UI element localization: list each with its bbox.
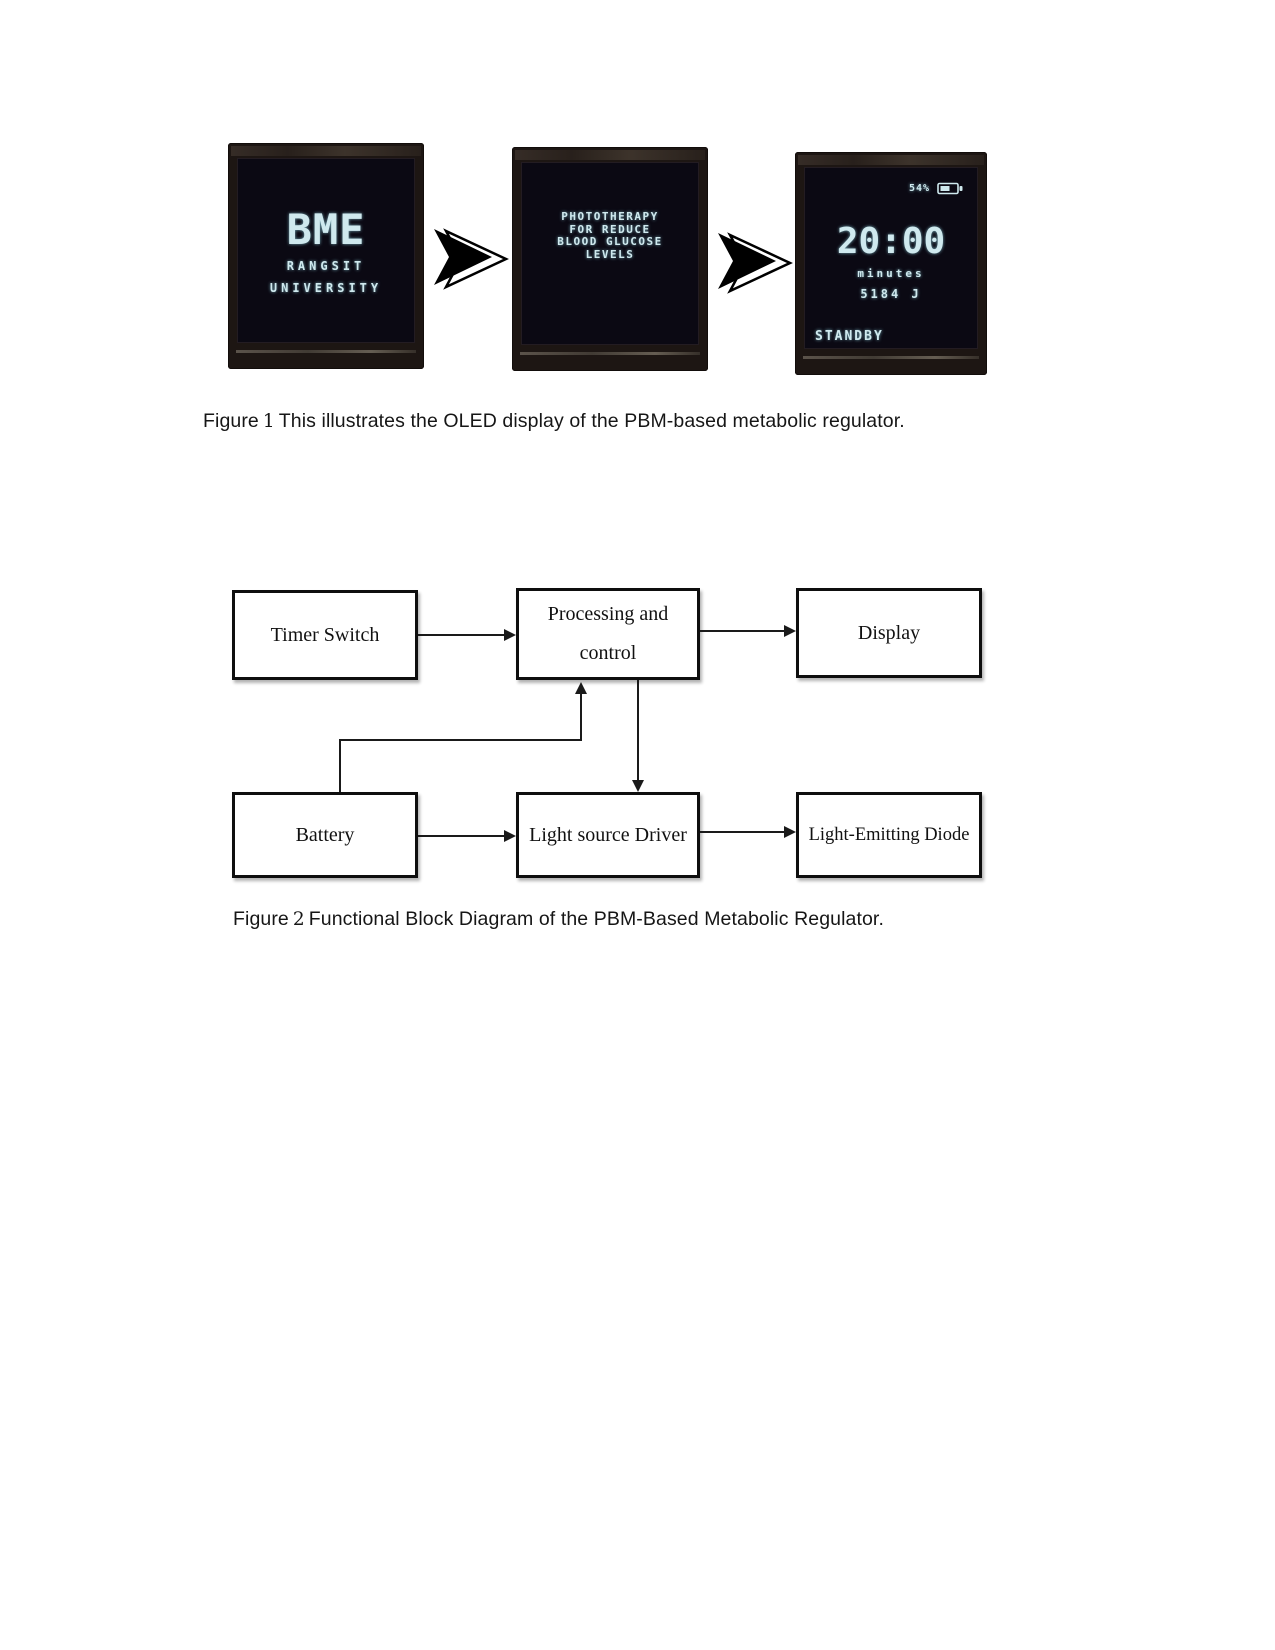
arrowhead-battery-to-processing — [575, 682, 587, 694]
figure1-caption-text: This illustrates the OLED display of the PBM-based metabolic regulator. — [278, 410, 905, 432]
oled-text-line4: LEVELS — [585, 247, 635, 261]
figure1-caption-number: 1 — [262, 411, 275, 432]
battery-icon — [937, 182, 963, 195]
arrow-right-icon — [430, 226, 510, 292]
block-light-emitting-diode — [796, 792, 982, 878]
arrowhead-processing-to-display — [784, 625, 796, 637]
figure1-caption — [203, 410, 905, 433]
block-processing-label-line2: control — [579, 642, 637, 664]
figure2-caption-text: Functional Block Diagram of the PBM-Based Metabolic Regulator. — [308, 908, 884, 930]
arrowhead-processing-to-driver — [632, 780, 644, 792]
arrow-right-icon — [714, 230, 794, 296]
block-light-source-driver — [516, 792, 700, 878]
oled-screen-timer — [804, 167, 978, 349]
oled-text-university: UNIVERSITY — [269, 281, 383, 295]
timer-value: 20:00 — [836, 221, 946, 262]
screen-bezel — [798, 155, 984, 165]
block-timer-switch — [232, 590, 418, 680]
oled-photo-timer — [795, 152, 987, 375]
oled-text-bme: BME — [286, 205, 366, 254]
block-processing-control — [516, 588, 700, 680]
screen-bezel-bottom — [803, 356, 979, 359]
oled-text-line1: PHOTOTHERAPY — [561, 210, 659, 223]
oled-text-line2: FOR REDUCE — [569, 222, 651, 236]
arrowhead-driver-to-led — [784, 826, 796, 838]
arrowhead-battery-to-driver — [504, 830, 516, 842]
oled-photo-phototherapy — [512, 147, 708, 371]
screen-bezel — [231, 146, 421, 156]
block-processing-label-line1: Processing and — [547, 603, 669, 625]
energy-value: 5184 J — [860, 287, 922, 301]
oled-screen-phototherapy — [521, 162, 699, 345]
screen-bezel — [515, 150, 705, 160]
block-battery — [232, 792, 418, 878]
block-battery-label: Battery — [295, 823, 355, 846]
battery-percent: 54% — [908, 183, 930, 194]
screen-bezel-bottom — [520, 352, 700, 355]
screen-bezel-bottom — [236, 350, 416, 353]
block-display — [796, 588, 982, 678]
standby-status: STANDBY — [815, 329, 884, 344]
block-led-label: Light-Emitting Diode — [808, 824, 970, 845]
figure1-caption-prefix: Figure — [203, 410, 259, 432]
block-driver-label: Light source Driver — [529, 823, 687, 846]
oled-photo-splash — [228, 143, 424, 369]
figure2-caption-prefix: Figure — [233, 908, 289, 930]
arrowhead-timer-to-processing — [504, 629, 516, 641]
oled-screen-splash — [237, 158, 415, 343]
oled-text-rangsit: RANGSIT — [286, 259, 366, 273]
figure2-caption-number: 2 — [292, 909, 305, 930]
block-timer-switch-label: Timer Switch — [270, 623, 380, 646]
block-display-label: Display — [857, 621, 921, 644]
timer-unit: minutes — [857, 267, 925, 280]
figure2-caption — [233, 908, 884, 931]
oled-text-line3: BLOOD GLUCOSE — [557, 235, 663, 249]
